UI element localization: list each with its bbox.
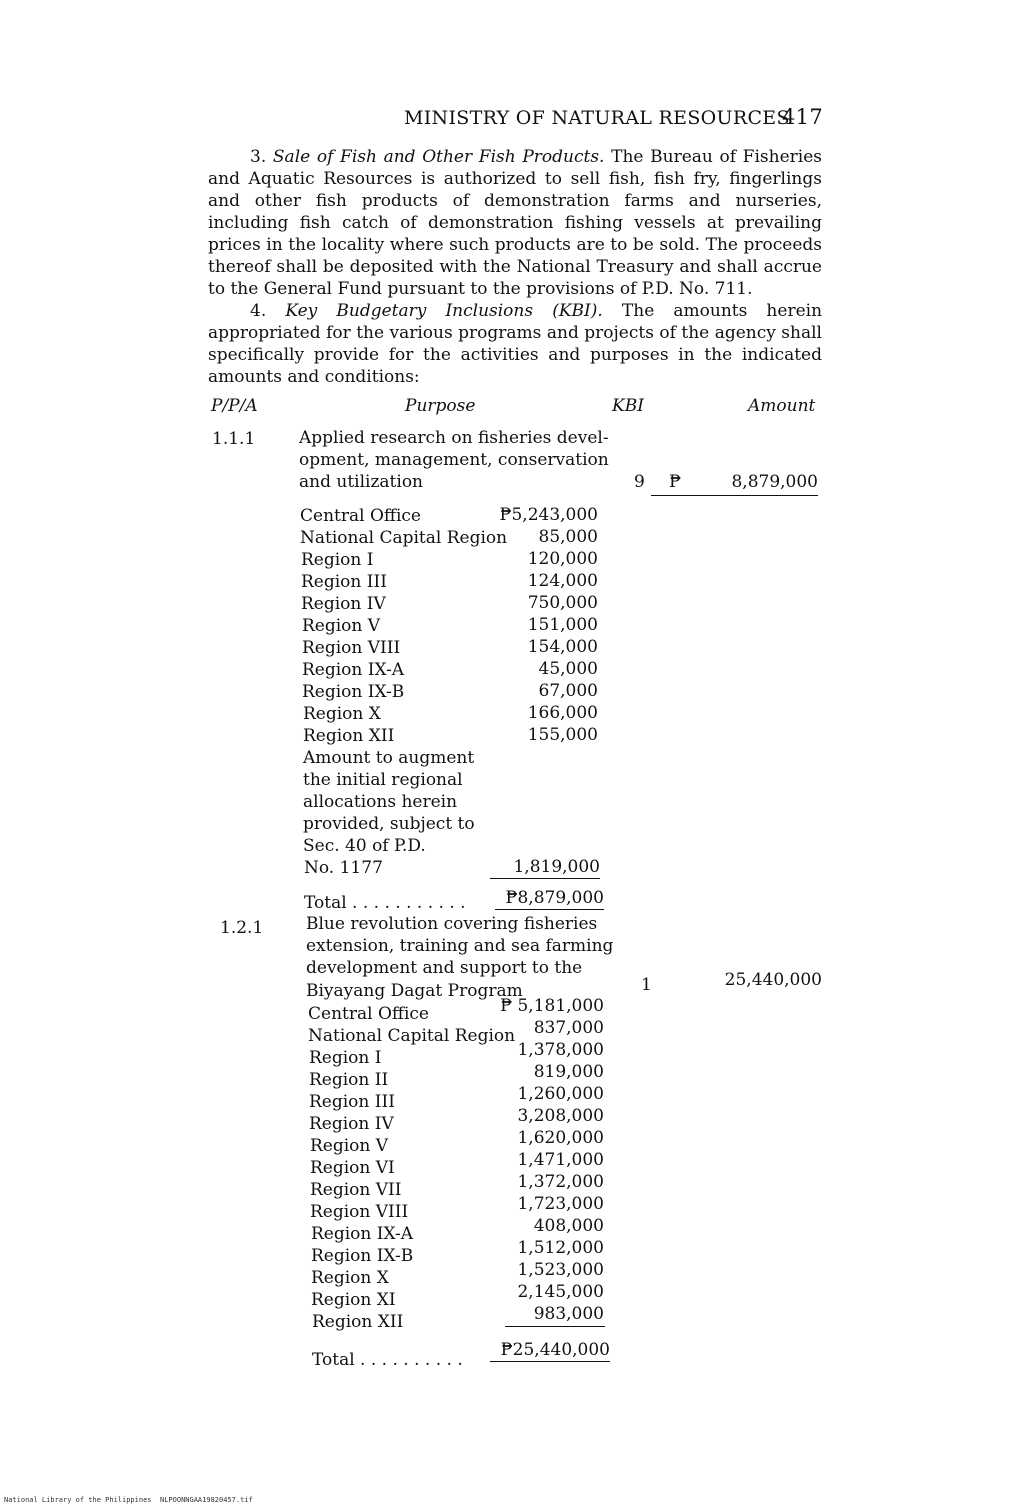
breakdown-value: 85,000 [538,527,598,547]
item2-purpose-line-2: extension, training and sea farming [306,936,614,956]
item1-amount-rule [651,472,818,496]
item1-total-label: Total . . . . . . . . . . . [304,893,466,913]
breakdown-value: ₱5,243,000 [499,505,598,525]
item1-kbi: 9 [634,472,645,492]
breakdown-value: 67,000 [538,681,598,701]
breakdown-value: 2,145,000 [517,1282,604,1302]
item2-subtotal-rule [505,1326,605,1327]
item1-purpose-line-1: Applied research on fisheries devel- [299,428,609,448]
breakdown-value: ₱ 5,181,000 [500,996,604,1016]
breakdown-value: 1,512,000 [517,1238,604,1258]
header-kbi: KBI [612,396,644,416]
item1-amount: 8,879,000 [731,472,818,492]
breakdown-value: 120,000 [527,549,598,569]
breakdown-value: 151,000 [527,615,598,635]
breakdown-value: 1,723,000 [517,1194,604,1214]
augment-line: No. 1177 [304,858,383,878]
item1-purpose-line-2: opment, management, conservation [299,450,609,470]
breakdown-label: Region XII [312,1312,404,1332]
breakdown-value: 1,372,000 [517,1172,604,1192]
breakdown-value: 124,000 [527,571,598,591]
breakdown-label: Region I [309,1048,382,1068]
breakdown-value: 750,000 [527,593,598,613]
breakdown-value: 154,000 [527,637,598,657]
item1-augment-value: 1,819,000 [490,857,600,879]
paragraph-4-body: The amounts herein appropriated for the various programs and projects of the agency shall specifically provide for the activities and purposes in the indicated amounts and conditions: [208,301,823,387]
paragraph-4-number: 4. [250,301,267,321]
item2-purpose-line-1: Blue revolution covering fisheries [306,914,598,934]
breakdown-value: 983,000 [533,1304,604,1324]
breakdown-value: 819,000 [533,1062,604,1082]
breakdown-label: Region IX-B [311,1246,414,1266]
breakdown-value: 45,000 [538,659,598,679]
breakdown-label: Region IV [301,594,386,614]
breakdown-value: 1,523,000 [517,1260,604,1280]
paragraph-3-number: 3. [250,147,267,167]
item2-kbi: 1 [641,975,652,995]
paragraph-4 [208,300,822,388]
augment-line: the initial regional [303,770,463,790]
augment-line: provided, subject to [303,814,475,834]
breakdown-label: Region IX-A [311,1224,413,1244]
paragraph-3 [208,146,822,300]
augment-line: allocations herein [303,792,458,812]
breakdown-label: Region V [310,1136,389,1156]
header-ppa: P/P/A [211,396,258,416]
item2-ppa: 1.2.1 [220,918,264,938]
item2-purpose-line-4: Biyayang Dagat Program [306,981,523,1001]
breakdown-label: Region VIII [302,638,401,658]
augment-line: Sec. 40 of P.D. [303,836,426,856]
breakdown-label: Region IX-B [302,682,405,702]
header-purpose: Purpose [405,396,476,416]
breakdown-label: Central Office [300,506,421,526]
breakdown-label: Region XI [311,1290,396,1310]
breakdown-label: Region VIII [310,1202,409,1222]
item2-purpose-line-3: development and support to the [306,958,583,978]
breakdown-label: Region VI [310,1158,395,1178]
item1-ppa: 1.1.1 [212,429,256,449]
paragraph-3-body: The Bureau of Fisheries and Aquatic Resources is authorized to sell fish, fish fry, fingerlings and other fish products of demonstration farms and nurseries, including fish catch of demonstration fishing vessels at prevailing prices in the locality where such products are to be sold. The proceeds thereof shall be deposited with the National Treasury and shall accrue to the General Fund pursuant to the provisions of P.D. No. 711. [208,147,823,299]
breakdown-label: National Capital Region [308,1026,516,1046]
breakdown-value: 1,620,000 [517,1128,604,1148]
paragraph-3-heading: Sale of Fish and Other Fish Products. [272,147,605,167]
breakdown-value: 1,378,000 [517,1040,604,1060]
header-amount: Amount [748,396,816,416]
item2-total-value: ₱25,440,000 [490,1340,610,1362]
breakdown-value: 408,000 [533,1216,604,1236]
breakdown-label: Region III [309,1092,395,1112]
item1-purpose-line-3: and utilization [299,472,424,492]
breakdown-label: Region IV [309,1114,394,1134]
breakdown-label: Region XII [303,726,395,746]
breakdown-label: Region X [311,1268,389,1288]
breakdown-value: 166,000 [527,703,598,723]
breakdown-label: Region VII [310,1180,402,1200]
footer-library: National Library of the Philippines [4,1496,152,1504]
breakdown-label: Central Office [308,1004,429,1024]
breakdown-value: 837,000 [533,1018,604,1038]
item1-total-value: ₱8,879,000 [495,888,604,910]
breakdown-label: Region V [302,616,381,636]
peso-sign: ₱ [669,472,682,492]
footer-file-id: NLPOONNGAA19820457.tif [160,1496,253,1504]
breakdown-value: 1,471,000 [517,1150,604,1170]
breakdown-label: Region IX-A [302,660,404,680]
breakdown-value: 155,000 [527,725,598,745]
augment-line: Amount to augment [303,748,475,768]
intro-paragraphs [208,146,822,388]
breakdown-value: 3,208,000 [517,1106,604,1126]
item2-total-label: Total . . . . . . . . . . [312,1350,463,1370]
page-number: 417 [782,105,823,129]
item2-amount: 25,440,000 [724,970,822,990]
running-header-title: MINISTRY OF NATURAL RESOURCES [404,107,790,129]
breakdown-label: Region X [303,704,381,724]
breakdown-label: Region II [309,1070,389,1090]
breakdown-label: Region I [301,550,374,570]
breakdown-value: 1,260,000 [517,1084,604,1104]
breakdown-label: Region III [301,572,387,592]
paragraph-4-heading: Key Budgetary Inclusions (KBI). [285,301,603,321]
breakdown-label: National Capital Region [300,528,508,548]
